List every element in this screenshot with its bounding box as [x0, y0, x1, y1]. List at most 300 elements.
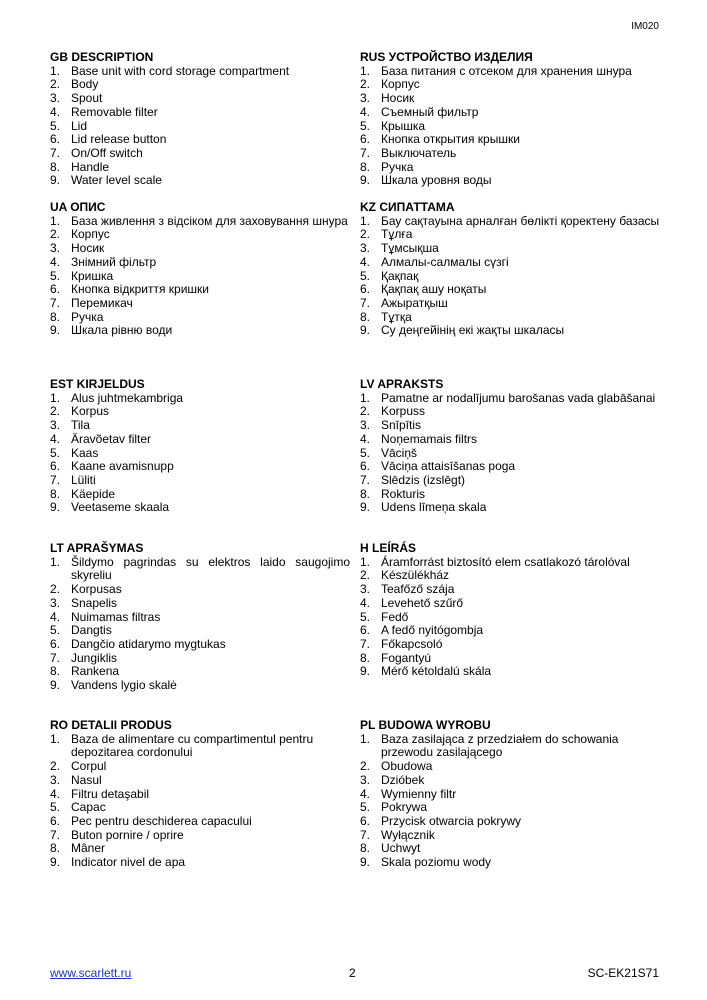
- item-number: 5.: [50, 800, 61, 815]
- item-number: 4.: [50, 431, 61, 446]
- item-number: 1.: [50, 554, 61, 569]
- item-number: 9.: [360, 173, 371, 188]
- list-item: [360, 569, 660, 583]
- list-item: [50, 270, 350, 284]
- list-item: [360, 270, 660, 284]
- item-text: Қақпақ ашу ноқаты: [381, 282, 487, 297]
- item-text: База живлення з відсіком для заховування шнура: [71, 213, 348, 228]
- section-title: PL BUDOWA WYROBU: [360, 718, 491, 732]
- list-item: [50, 501, 350, 515]
- item-number: 8.: [360, 159, 371, 174]
- list-item: [50, 174, 350, 188]
- item-number: 3.: [50, 595, 61, 610]
- item-number: 8.: [50, 159, 61, 174]
- item-number: 8.: [360, 841, 371, 856]
- list-item: [50, 760, 350, 774]
- list-item: [360, 611, 660, 625]
- item-number: 5.: [360, 445, 371, 460]
- list-item: [50, 228, 350, 242]
- list-item: [50, 120, 350, 134]
- item-text: Baza de alimentare cu compartimentul pentru depozitarea cordonului: [71, 731, 314, 760]
- item-number: 5.: [50, 445, 61, 460]
- item-text: Korpuss: [381, 404, 426, 419]
- item-number: 3.: [360, 772, 371, 787]
- list-item: [360, 652, 660, 666]
- item-text: Buton pornire / oprire: [71, 827, 184, 842]
- item-number: 6.: [50, 132, 61, 147]
- item-text: Алмалы-салмалы сүзгі: [381, 254, 509, 269]
- item-text: Snapelis: [71, 595, 118, 610]
- item-number: 8.: [360, 650, 371, 665]
- section-title: LT APRAŠYMAS: [50, 541, 144, 555]
- list-item: [360, 638, 660, 652]
- item-number: 4.: [360, 431, 371, 446]
- item-text: Alus juhtmekambriga: [71, 390, 184, 405]
- item-text: Főkapcsoló: [381, 636, 443, 651]
- item-number: 8.: [360, 486, 371, 501]
- item-number: 9.: [360, 664, 371, 679]
- list-item: [360, 419, 660, 433]
- list-item: [50, 788, 350, 802]
- parts-list: [50, 733, 350, 870]
- item-number: 7.: [360, 295, 371, 310]
- item-number: 5.: [50, 118, 61, 133]
- item-number: 4.: [50, 254, 61, 269]
- item-text: Знімний фільтр: [71, 254, 157, 269]
- list-item: [50, 405, 350, 419]
- item-number: 1.: [360, 731, 371, 746]
- list-item: [360, 65, 660, 79]
- item-text: Шкала уровня воды: [381, 173, 492, 188]
- parts-list: [360, 556, 660, 679]
- list-item: [50, 133, 350, 147]
- list-item: [360, 447, 660, 461]
- item-number: 5.: [360, 118, 371, 133]
- parts-list: [50, 65, 350, 188]
- item-number: 6.: [360, 132, 371, 147]
- item-text: Lid release button: [71, 132, 167, 147]
- item-text: Äravõetav filter: [71, 431, 152, 446]
- list-item: [50, 433, 350, 447]
- item-text: Przycisk otwarcia pokrywy: [381, 813, 522, 828]
- item-text: Lid: [71, 118, 88, 133]
- list-item: [360, 733, 660, 760]
- item-number: 3.: [360, 418, 371, 433]
- list-item: [50, 161, 350, 175]
- parts-list: [360, 392, 660, 515]
- item-number: 6.: [50, 459, 61, 474]
- item-text: Съемный фильтр: [381, 104, 479, 119]
- item-number: 2.: [360, 759, 371, 774]
- model-number: SC-EK21S71: [587, 966, 659, 980]
- list-item: [50, 856, 350, 870]
- section-lt: [50, 542, 350, 693]
- list-item: [50, 597, 350, 611]
- item-text: Uchwyt: [381, 841, 421, 856]
- list-item: [50, 419, 350, 433]
- item-text: Removable filter: [71, 104, 158, 119]
- item-number: 4.: [50, 104, 61, 119]
- item-number: 2.: [360, 227, 371, 242]
- item-text: Кришка: [71, 268, 114, 283]
- list-item: [50, 652, 350, 666]
- section-title: UA ОПИС: [50, 200, 106, 214]
- item-number: 1.: [360, 213, 371, 228]
- item-number: 5.: [360, 268, 371, 283]
- section-pl: [360, 719, 660, 870]
- section-title: GB DESCRIPTION: [50, 50, 154, 64]
- item-text: Кнопка відкриття кришки: [71, 282, 210, 297]
- item-number: 6.: [360, 813, 371, 828]
- list-item: [50, 733, 350, 760]
- item-text: Корпус: [381, 77, 420, 92]
- list-item: [360, 597, 660, 611]
- item-number: 7.: [50, 827, 61, 842]
- item-number: 4.: [360, 786, 371, 801]
- list-item: [360, 474, 660, 488]
- item-number: 9.: [50, 500, 61, 515]
- item-text: Obudowa: [381, 759, 433, 774]
- page-number: 2: [349, 966, 356, 980]
- list-item: [50, 556, 350, 583]
- list-item: [360, 405, 660, 419]
- list-item: [50, 392, 350, 406]
- section-title: RUS УСТРОЙСТВО ИЗДЕЛИЯ: [360, 50, 533, 64]
- list-item: [50, 78, 350, 92]
- list-item: [50, 488, 350, 502]
- item-number: 2.: [50, 404, 61, 419]
- list-item: [360, 283, 660, 297]
- item-number: 2.: [50, 227, 61, 242]
- list-item: [360, 774, 660, 788]
- list-item: [50, 215, 350, 229]
- parts-list: [50, 392, 350, 515]
- list-item: [360, 106, 660, 120]
- list-item: [360, 228, 660, 242]
- item-text: Handle: [71, 159, 110, 174]
- item-number: 7.: [360, 636, 371, 651]
- parts-list: [50, 215, 350, 338]
- item-text: Выключатель: [381, 145, 457, 160]
- list-item: [50, 638, 350, 652]
- item-number: 9.: [50, 323, 61, 338]
- item-text: Wymienny filtr: [381, 786, 457, 801]
- item-text: Corpul: [71, 759, 107, 774]
- item-text: Бау сақтауына арналған бөлікті қоректену базасы: [381, 213, 660, 228]
- item-text: Wyłącznik: [381, 827, 435, 842]
- list-item: [360, 665, 660, 679]
- item-number: 5.: [50, 623, 61, 638]
- item-text: Korpus: [71, 404, 110, 419]
- item-number: 7.: [360, 145, 371, 160]
- item-number: 3.: [50, 91, 61, 106]
- item-text: Fedő: [381, 609, 409, 624]
- list-item: [360, 488, 660, 502]
- item-text: Кнопка открытия крышки: [381, 132, 520, 147]
- item-number: 3.: [50, 772, 61, 787]
- item-number: 2.: [50, 77, 61, 92]
- item-number: 6.: [360, 623, 371, 638]
- item-text: Тұлға: [381, 227, 413, 242]
- item-number: 2.: [360, 568, 371, 583]
- item-text: Jungiklis: [71, 650, 118, 665]
- item-number: 7.: [50, 295, 61, 310]
- list-item: [360, 256, 660, 270]
- list-item: [360, 842, 660, 856]
- item-number: 6.: [360, 459, 371, 474]
- list-item: [360, 324, 660, 338]
- item-number: 8.: [50, 841, 61, 856]
- item-number: 8.: [50, 309, 61, 324]
- item-text: Levehető szűrő: [381, 595, 464, 610]
- list-item: [50, 665, 350, 679]
- item-number: 8.: [360, 309, 371, 324]
- item-number: 1.: [360, 63, 371, 78]
- item-text: Lüliti: [71, 472, 96, 487]
- parts-list: [360, 65, 660, 188]
- list-item: [50, 147, 350, 161]
- item-text: Pec pentru deschiderea capacului: [71, 813, 252, 828]
- item-number: 9.: [50, 173, 61, 188]
- item-text: Korpusas: [71, 582, 122, 597]
- list-item: [50, 311, 350, 325]
- section-ro: [50, 719, 350, 870]
- document-code: IM020: [631, 21, 659, 32]
- list-item: [360, 829, 660, 843]
- list-item: [360, 215, 660, 229]
- item-text: Indicator nivel de apa: [71, 855, 186, 870]
- item-text: Teafőző szája: [381, 582, 455, 597]
- item-text: Ажыратқыш: [381, 295, 448, 310]
- item-text: Spout: [71, 91, 103, 106]
- item-text: Áramforrást biztosító elem csatlakozó tárolóval: [381, 554, 630, 569]
- list-item: [50, 297, 350, 311]
- item-text: Tila: [71, 418, 90, 433]
- list-item: [360, 133, 660, 147]
- list-item: [50, 774, 350, 788]
- item-text: Käepide: [71, 486, 116, 501]
- item-text: Pamatne ar nodalījumu barošanas vada glabāšanai: [381, 390, 656, 405]
- item-text: Dzióbek: [381, 772, 425, 787]
- list-item: [50, 256, 350, 270]
- item-number: 2.: [360, 404, 371, 419]
- list-item: [50, 679, 350, 693]
- section-title: KZ СИПАТТАМА: [360, 200, 455, 214]
- item-number: 7.: [50, 145, 61, 160]
- item-number: 1.: [360, 390, 371, 405]
- section-h: [360, 542, 660, 679]
- item-text: Šildymo pagrindas su elektros laido saugojimo skyreliu: [71, 554, 350, 583]
- item-number: 3.: [360, 241, 371, 256]
- section-rus: [360, 51, 660, 188]
- list-item: [360, 392, 660, 406]
- item-text: Kaane avamisnupp: [71, 459, 174, 474]
- item-number: 4.: [360, 104, 371, 119]
- item-number: 9.: [50, 855, 61, 870]
- item-text: Су деңгейінің екі жақты шкаласы: [381, 323, 565, 338]
- item-text: Nuimamas filtras: [71, 609, 161, 624]
- item-number: 9.: [50, 678, 61, 693]
- list-item: [50, 283, 350, 297]
- item-number: 4.: [50, 786, 61, 801]
- item-text: Носик: [381, 91, 415, 106]
- item-number: 8.: [50, 486, 61, 501]
- item-text: Ручка: [71, 309, 104, 324]
- item-number: 4.: [360, 595, 371, 610]
- item-text: Vāciņa attaisīšanas poga: [381, 459, 516, 474]
- item-text: Water level scale: [71, 173, 162, 188]
- item-number: 3.: [360, 582, 371, 597]
- item-text: Ручка: [381, 159, 414, 174]
- item-number: 1.: [50, 731, 61, 746]
- list-item: [360, 760, 660, 774]
- item-text: Носик: [71, 241, 105, 256]
- item-text: Pokrywa: [381, 800, 428, 815]
- list-item: [360, 501, 660, 515]
- list-item: [50, 801, 350, 815]
- item-number: 7.: [360, 827, 371, 842]
- item-number: 7.: [360, 472, 371, 487]
- list-item: [360, 556, 660, 570]
- item-number: 3.: [50, 418, 61, 433]
- list-item: [50, 611, 350, 625]
- item-text: Mérő kétoldalú skála: [381, 664, 492, 679]
- list-item: [50, 624, 350, 638]
- item-text: Шкала рівню води: [71, 323, 173, 338]
- item-text: Rokturis: [381, 486, 426, 501]
- list-item: [50, 815, 350, 829]
- item-number: 4.: [50, 609, 61, 624]
- item-number: 2.: [50, 582, 61, 597]
- website-link[interactable]: www.scarlett.ru: [50, 966, 132, 980]
- section-lv: [360, 378, 660, 515]
- item-text: Capac: [71, 800, 106, 815]
- list-item: [50, 447, 350, 461]
- item-number: 5.: [360, 609, 371, 624]
- list-item: [360, 78, 660, 92]
- item-text: Mâner: [71, 841, 106, 856]
- list-item: [50, 324, 350, 338]
- item-number: 9.: [360, 855, 371, 870]
- item-text: Тұмсықша: [381, 241, 439, 256]
- item-number: 3.: [360, 91, 371, 106]
- item-number: 9.: [360, 500, 371, 515]
- item-number: 3.: [50, 241, 61, 256]
- item-number: 4.: [360, 254, 371, 269]
- item-number: 6.: [50, 813, 61, 828]
- list-item: [360, 92, 660, 106]
- section-title: H LEÍRÁS: [360, 541, 417, 555]
- item-number: 1.: [50, 63, 61, 78]
- item-text: Қақпақ: [381, 268, 419, 283]
- item-text: Nasul: [71, 772, 102, 787]
- item-text: Készülékház: [381, 568, 450, 583]
- item-number: 7.: [50, 472, 61, 487]
- item-number: 2.: [360, 77, 371, 92]
- item-text: Noņemamais filtrs: [381, 431, 478, 446]
- item-text: Base unit with cord storage compartment: [71, 63, 290, 78]
- list-item: [360, 297, 660, 311]
- item-text: Корпус: [71, 227, 110, 242]
- section-title: RO DETALII PRODUS: [50, 718, 172, 732]
- item-number: 6.: [50, 636, 61, 651]
- item-text: Dangtis: [71, 623, 112, 638]
- parts-list: [50, 556, 350, 693]
- item-number: 6.: [360, 282, 371, 297]
- list-item: [360, 815, 660, 829]
- item-number: 1.: [50, 390, 61, 405]
- parts-list: [360, 215, 660, 338]
- item-text: Перемикач: [71, 295, 133, 310]
- item-text: Body: [71, 77, 99, 92]
- item-text: База питания с отсеком для хранения шнура: [381, 63, 632, 78]
- section-est: [50, 378, 350, 515]
- list-item: [360, 460, 660, 474]
- item-text: Skala poziomu wody: [381, 855, 492, 870]
- item-text: Filtru detaşabil: [71, 786, 150, 801]
- list-item: [50, 842, 350, 856]
- item-number: 8.: [50, 664, 61, 679]
- section-kz: [360, 201, 660, 338]
- item-number: 2.: [50, 759, 61, 774]
- list-item: [50, 242, 350, 256]
- list-item: [360, 174, 660, 188]
- item-text: Vandens lygio skalė: [71, 678, 177, 693]
- item-text: Vāciņš: [381, 445, 418, 460]
- list-item: [50, 65, 350, 79]
- item-text: Fogantyú: [381, 650, 432, 665]
- list-item: [50, 829, 350, 843]
- section-gb: [50, 51, 350, 188]
- list-item: [360, 147, 660, 161]
- item-text: Veetaseme skaala: [71, 500, 170, 515]
- item-text: Snīpītis: [381, 418, 422, 433]
- list-item: [360, 161, 660, 175]
- list-item: [50, 474, 350, 488]
- item-text: Тұтқа: [381, 309, 412, 324]
- item-text: Baza zasilająca z przedziałem do schowania przewodu zasilającego: [381, 731, 619, 760]
- item-text: A fedő nyitógombja: [381, 623, 484, 638]
- item-number: 5.: [50, 268, 61, 283]
- list-item: [360, 788, 660, 802]
- list-item: [360, 311, 660, 325]
- item-text: Rankena: [71, 664, 120, 679]
- item-number: 1.: [50, 213, 61, 228]
- list-item: [50, 92, 350, 106]
- item-text: Udens līmeņa skala: [381, 500, 487, 515]
- item-number: 6.: [50, 282, 61, 297]
- item-text: Dangčio atidarymo mygtukas: [71, 636, 226, 651]
- list-item: [360, 856, 660, 870]
- parts-list: [360, 733, 660, 870]
- item-number: 9.: [360, 323, 371, 338]
- item-text: On/Off switch: [71, 145, 143, 160]
- list-item: [360, 583, 660, 597]
- item-number: 5.: [360, 800, 371, 815]
- list-item: [360, 242, 660, 256]
- list-item: [360, 801, 660, 815]
- list-item: [50, 583, 350, 597]
- item-text: Slēdzis (izslēgt): [381, 472, 466, 487]
- item-text: Крышка: [381, 118, 426, 133]
- item-number: 7.: [50, 650, 61, 665]
- section-title: EST KIRJELDUS: [50, 377, 145, 391]
- item-number: 1.: [360, 554, 371, 569]
- list-item: [50, 460, 350, 474]
- list-item: [360, 433, 660, 447]
- item-text: Kaas: [71, 445, 99, 460]
- section-title: LV APRAKSTS: [360, 377, 444, 391]
